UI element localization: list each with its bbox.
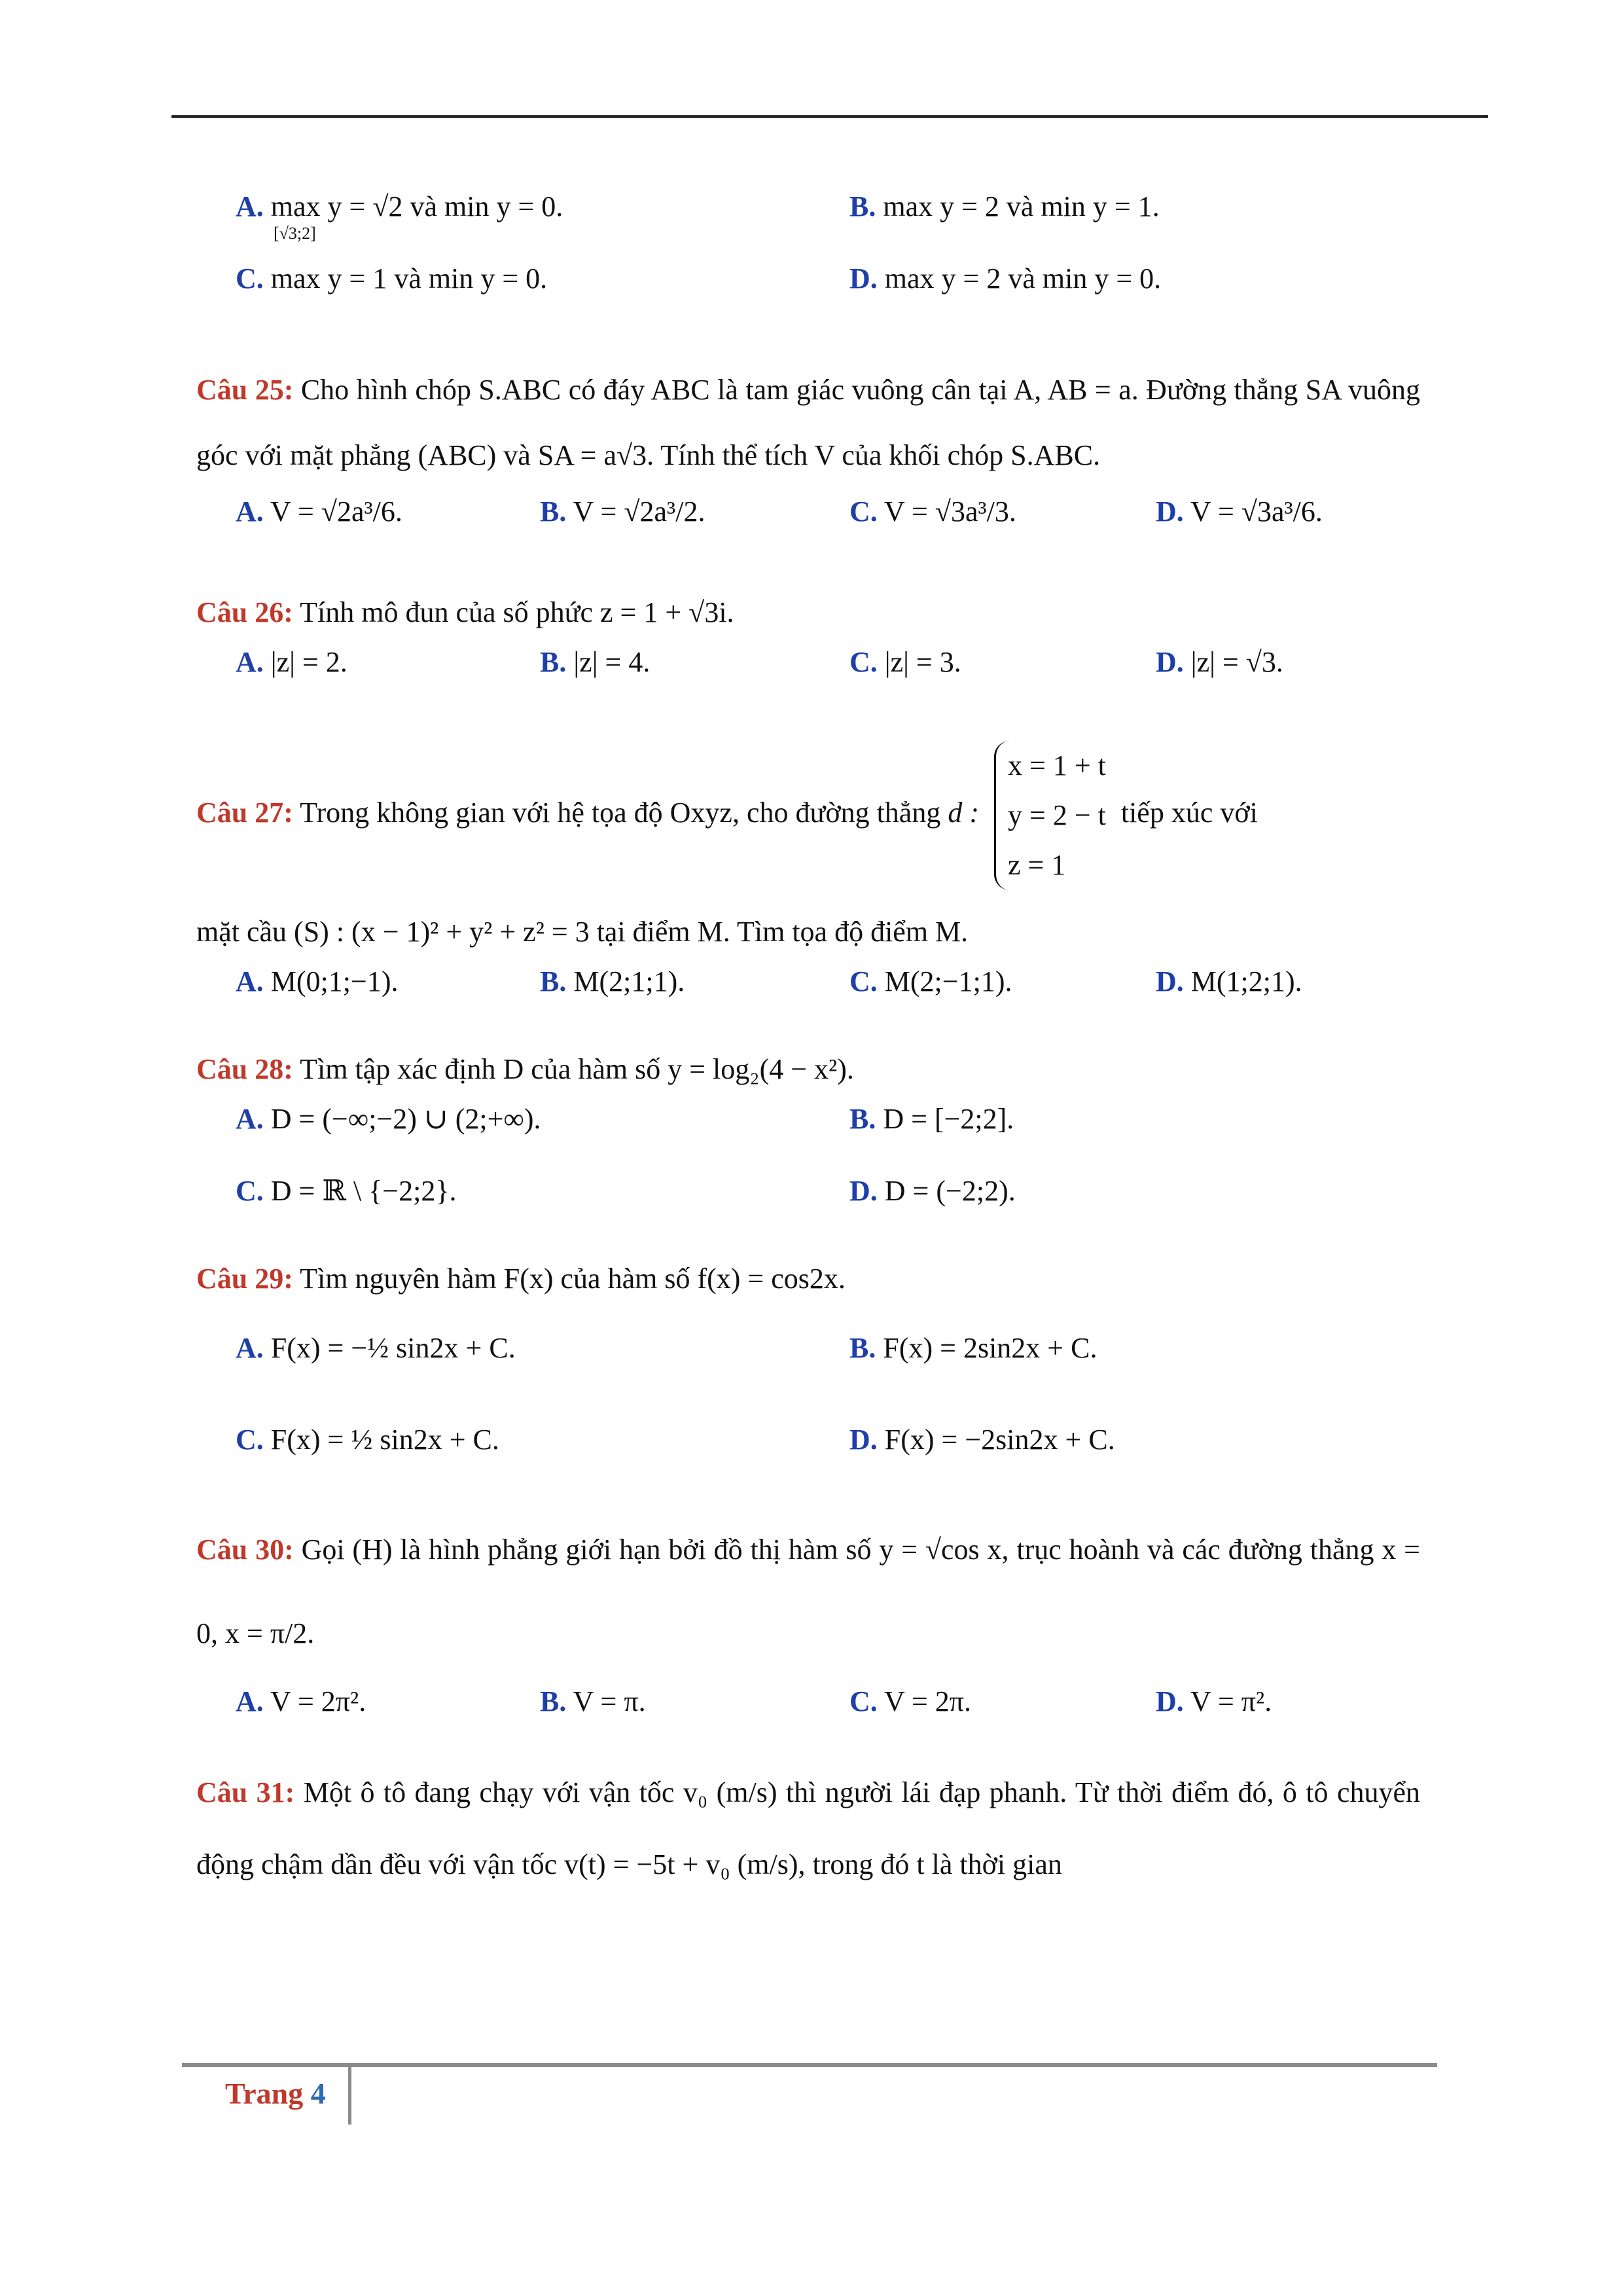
- q31-text: Một ô tô đang chạy với vận tốc v₀ (m/s) thì người lái đạp phanh. Từ thời điểm đó, ô tô chuyển động chậm dần đều với vận tốc v(t) = −5t + v₀ (m/s), trong đó t là thời gian: [196, 1776, 1421, 1880]
- q27-eq1: x = 1 + t: [1008, 749, 1106, 781]
- q27-eq2: y = 2 − t: [1008, 799, 1106, 831]
- q26-option-c-text: |z| = 3.: [884, 646, 961, 678]
- q27-option-b-text: M(2;1;1).: [573, 965, 685, 997]
- option-label: A.: [236, 1332, 264, 1364]
- q27-option-d: [1156, 965, 1302, 998]
- q27-option-a-text: M(0;1;−1).: [270, 965, 399, 997]
- q29-option-b-text: F(x) = 2sin2x + C.: [883, 1332, 1097, 1364]
- q28-options-row1: [196, 1102, 1420, 1174]
- q24-option-c: [236, 262, 547, 295]
- q27-line-name: d :: [948, 797, 979, 829]
- q27-option-c-text: M(2;−1;1).: [884, 965, 1012, 997]
- q27-eq3: z = 1: [1008, 849, 1066, 881]
- q30-label: Câu 30:: [196, 1534, 294, 1566]
- option-label: B.: [540, 965, 567, 997]
- option-label: B.: [849, 1332, 876, 1364]
- q27-text3: mặt cầu (S) : (x − 1)² + y² + z² = 3 tại điểm M. Tìm tọa độ điểm M.: [196, 916, 969, 948]
- q29-option-a-text: F(x) = −½ sin2x + C.: [270, 1332, 516, 1364]
- q30-option-d-text: V = π².: [1190, 1685, 1272, 1717]
- option-label: D.: [1156, 646, 1184, 678]
- option-label: B.: [540, 495, 567, 528]
- q30-stem: [196, 1508, 1420, 1676]
- q24-option-a-text: max y = √2 và min y = 0.: [270, 190, 563, 223]
- q28-option-b: [849, 1102, 1014, 1136]
- q26-option-a-text: |z| = 2.: [270, 646, 348, 678]
- q30-text: Gọi (H) là hình phẳng giới hạn bởi đồ thị hàm số y = √cos x, trục hoành và các đường thẳng x = 0, x = π/2.: [196, 1534, 1420, 1649]
- q30-option-a-text: V = 2π².: [270, 1685, 366, 1717]
- q29-option-a: [236, 1331, 516, 1365]
- q26-options: [196, 645, 1420, 717]
- page-label: Trang: [225, 2077, 304, 2110]
- option-label: C.: [849, 965, 878, 997]
- q29-options-row2: [196, 1410, 1420, 1508]
- q26-option-a: [236, 645, 348, 679]
- q26-option-b-text: |z| = 4.: [573, 646, 651, 678]
- q27-text2: tiếp xúc với: [1120, 797, 1258, 829]
- q26-option-d: [1156, 645, 1283, 679]
- option-label: D.: [849, 262, 878, 295]
- header-rule: [171, 115, 1488, 118]
- q24-options-row1: [196, 190, 1420, 262]
- q26-label: Câu 26:: [196, 596, 293, 628]
- option-label: D.: [1156, 965, 1184, 997]
- q26-option-b: [540, 645, 650, 679]
- footer-rule: [182, 2063, 1437, 2067]
- q28-stem: [196, 1037, 1420, 1102]
- q29-option-c-text: F(x) = ½ sin2x + C.: [270, 1424, 499, 1456]
- exam-page: [196, 190, 1420, 1901]
- q25-options: [196, 495, 1420, 580]
- q27-option-a: [236, 965, 398, 998]
- q27-system: [994, 741, 1106, 890]
- q25-stem: [196, 357, 1420, 488]
- q27-option-d-text: M(1;2;1).: [1190, 965, 1302, 997]
- q29-options-row1: [196, 1312, 1420, 1410]
- q30-options: [196, 1685, 1420, 1757]
- q24-option-d-text: max y = 2 và min y = 0.: [884, 262, 1162, 295]
- q30-option-b-text: V = π.: [573, 1685, 646, 1717]
- q25-option-d-text: V = √3a³/6.: [1190, 495, 1323, 528]
- q28-option-a-text: D = (−∞;−2) ∪ (2;+∞).: [270, 1103, 541, 1135]
- q28-option-b-text: D = [−2;2].: [883, 1103, 1014, 1135]
- q25-option-a-text: V = √2a³/6.: [270, 495, 402, 528]
- option-label: A.: [236, 965, 264, 997]
- q24-option-d: [849, 262, 1161, 295]
- footer-divider: [348, 2067, 351, 2125]
- q27-option-b: [540, 965, 685, 998]
- q27-options: [196, 965, 1420, 1037]
- page-number: 4: [310, 2077, 326, 2110]
- q27-stem: [196, 741, 1420, 890]
- q28-option-c: [236, 1174, 456, 1208]
- q25-option-a: [236, 495, 402, 528]
- q26-option-c: [849, 645, 961, 679]
- q24-interval: [√3;2]: [274, 224, 316, 243]
- q29-option-b: [849, 1331, 1097, 1365]
- option-label: D.: [849, 1424, 878, 1456]
- q27-option-c: [849, 965, 1012, 998]
- q28-option-d-text: D = (−2;2).: [884, 1175, 1016, 1207]
- option-label: C.: [236, 1175, 264, 1207]
- q29-stem: [196, 1246, 1420, 1312]
- q28-options-row2: [196, 1174, 1420, 1246]
- q27-text1: Trong không gian với hệ tọa độ Oxyz, cho đường thẳng: [300, 797, 941, 829]
- option-label: A.: [236, 190, 264, 223]
- q30-option-d: [1156, 1685, 1272, 1718]
- q27-label: Câu 27:: [196, 797, 293, 829]
- q30-option-a: [236, 1685, 366, 1718]
- q24-option-c-text: max y = 1 và min y = 0.: [270, 262, 548, 295]
- q29-text: Tìm nguyên hàm F(x) của hàm số f(x) = cos2x.: [300, 1263, 846, 1295]
- option-label: D.: [849, 1175, 878, 1207]
- q30-option-c: [849, 1685, 971, 1718]
- option-label: D.: [1156, 495, 1184, 528]
- q25-option-d: [1156, 495, 1323, 528]
- q28-option-c-text: D = ℝ \ {−2;2}.: [270, 1175, 457, 1207]
- q30-option-b: [540, 1685, 646, 1718]
- q31-stem: [196, 1757, 1420, 1901]
- q28-option-a: [236, 1102, 541, 1136]
- q28-text: Tìm tập xác định D của hàm số y = log₂(4 − x²).: [300, 1053, 854, 1085]
- option-label: C.: [236, 262, 264, 295]
- option-label: D.: [1156, 1685, 1184, 1717]
- q25-label: Câu 25:: [196, 374, 294, 406]
- option-label: B.: [540, 646, 567, 678]
- option-label: B.: [849, 190, 876, 223]
- q31-label: Câu 31:: [196, 1776, 295, 1808]
- option-label: C.: [849, 646, 878, 678]
- q26-text: Tính mô đun của số phức z = 1 + √3i.: [300, 596, 734, 628]
- q30-option-c-text: V = 2π.: [884, 1685, 972, 1717]
- q29-label: Câu 29:: [196, 1263, 293, 1295]
- q29-option-d-text: F(x) = −2sin2x + C.: [884, 1424, 1115, 1456]
- q26-stem: [196, 580, 1420, 645]
- option-label: B.: [849, 1103, 876, 1135]
- q24-options-row2: [196, 262, 1420, 334]
- q29-option-d: [849, 1423, 1115, 1456]
- q28-option-d: [849, 1174, 1016, 1208]
- q29-option-c: [236, 1423, 499, 1456]
- q25-option-c: [849, 495, 1016, 528]
- page-footer: [225, 2076, 326, 2111]
- q28-label: Câu 28:: [196, 1053, 293, 1085]
- q25-option-c-text: V = √3a³/3.: [884, 495, 1016, 528]
- q25-text: Cho hình chóp S.ABC có đáy ABC là tam giác vuông cân tại A, AB = a. Đường thẳng SA vuông góc với mặt phẳng (ABC) và SA = a√3. Tính thể tích V của khối chóp S.ABC.: [196, 374, 1421, 471]
- q26-option-d-text: |z| = √3.: [1190, 646, 1283, 678]
- q25-option-b-text: V = √2a³/2.: [573, 495, 705, 528]
- q24-option-b-text: max y = 2 và min y = 1.: [883, 190, 1160, 223]
- option-label: C.: [236, 1424, 264, 1456]
- q27-stem-cont: [196, 899, 1420, 965]
- q24-option-a: [236, 190, 563, 243]
- option-label: A.: [236, 646, 264, 678]
- option-label: A.: [236, 1685, 264, 1717]
- q25-option-b: [540, 495, 705, 528]
- option-label: A.: [236, 1103, 264, 1135]
- option-label: B.: [540, 1685, 567, 1717]
- q24-option-b: [849, 190, 1160, 223]
- option-label: A.: [236, 495, 264, 528]
- option-label: C.: [849, 1685, 878, 1717]
- option-label: C.: [849, 495, 878, 528]
